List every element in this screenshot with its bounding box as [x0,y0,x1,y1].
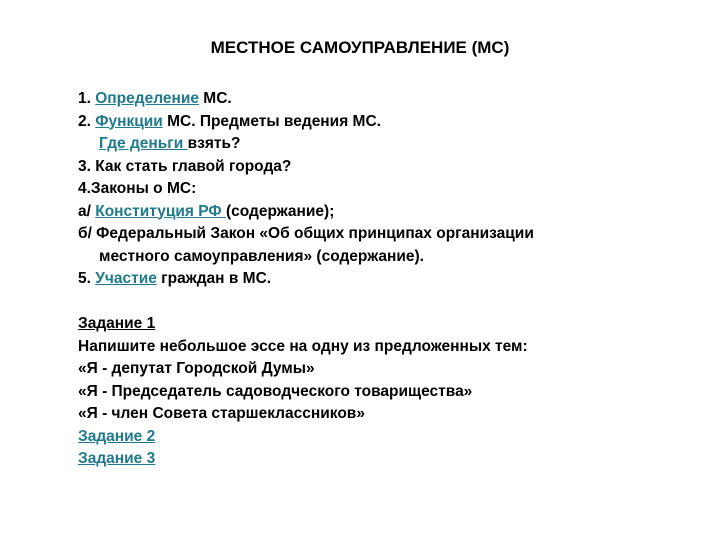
item-text: взять? [187,135,241,152]
item-text: (содержание); [225,202,335,220]
task-1-link-row [78,313,698,336]
item-text: МС. Предметы ведения МС. [162,112,381,130]
task-prompt: Напишите небольшое эссе на одну из предложенных тем: [78,337,528,355]
item-number: 2. [78,112,96,130]
item-federal-law-cont: местного самоуправления» (содержание). [99,247,424,265]
task-topic-3: «Я - член Совета старшеклассников» [78,405,365,422]
item-federal-law: б/ Федеральный Закон «Об общих принципах организации [78,225,534,242]
money-link[interactable]: Где деньги [99,135,188,152]
item-number: 5. [78,270,96,287]
task-topic-2: «Я - Председатель садоводческого товарищества» [78,382,473,400]
item-number: 1. [78,90,96,107]
content [78,88,698,471]
task-2-link[interactable]: Задание 2 [78,427,156,445]
item-definition [78,88,698,111]
task-1-link[interactable]: Задание 1 [78,315,156,332]
item-text: граждан в МС. [156,270,272,287]
item-participation [78,268,698,291]
item-number: а/ [78,202,96,220]
task-3-link[interactable]: Задание 3 [78,450,156,467]
item-functions [78,111,698,134]
page-title: МЕСТНОЕ САМОУПРАВЛЕНИЕ (МС) [210,38,510,57]
task-2-link-row [78,426,698,449]
item-money [78,133,698,156]
item-text: МС. [198,90,232,107]
constitution-link[interactable]: Конституция РФ [95,202,226,220]
task-3-link-row [78,448,698,471]
spacer [78,291,698,314]
participation-link[interactable]: Участие [95,270,157,287]
definition-link[interactable]: Определение [95,90,199,107]
item-mayor: 3. Как стать главой города? [78,157,292,175]
item-laws: 4.Законы о МС: [78,180,197,197]
item-constitution [78,201,698,224]
functions-link[interactable]: Функции [95,112,163,130]
task-topic-1: «Я - депутат Городской Думы» [78,360,315,377]
